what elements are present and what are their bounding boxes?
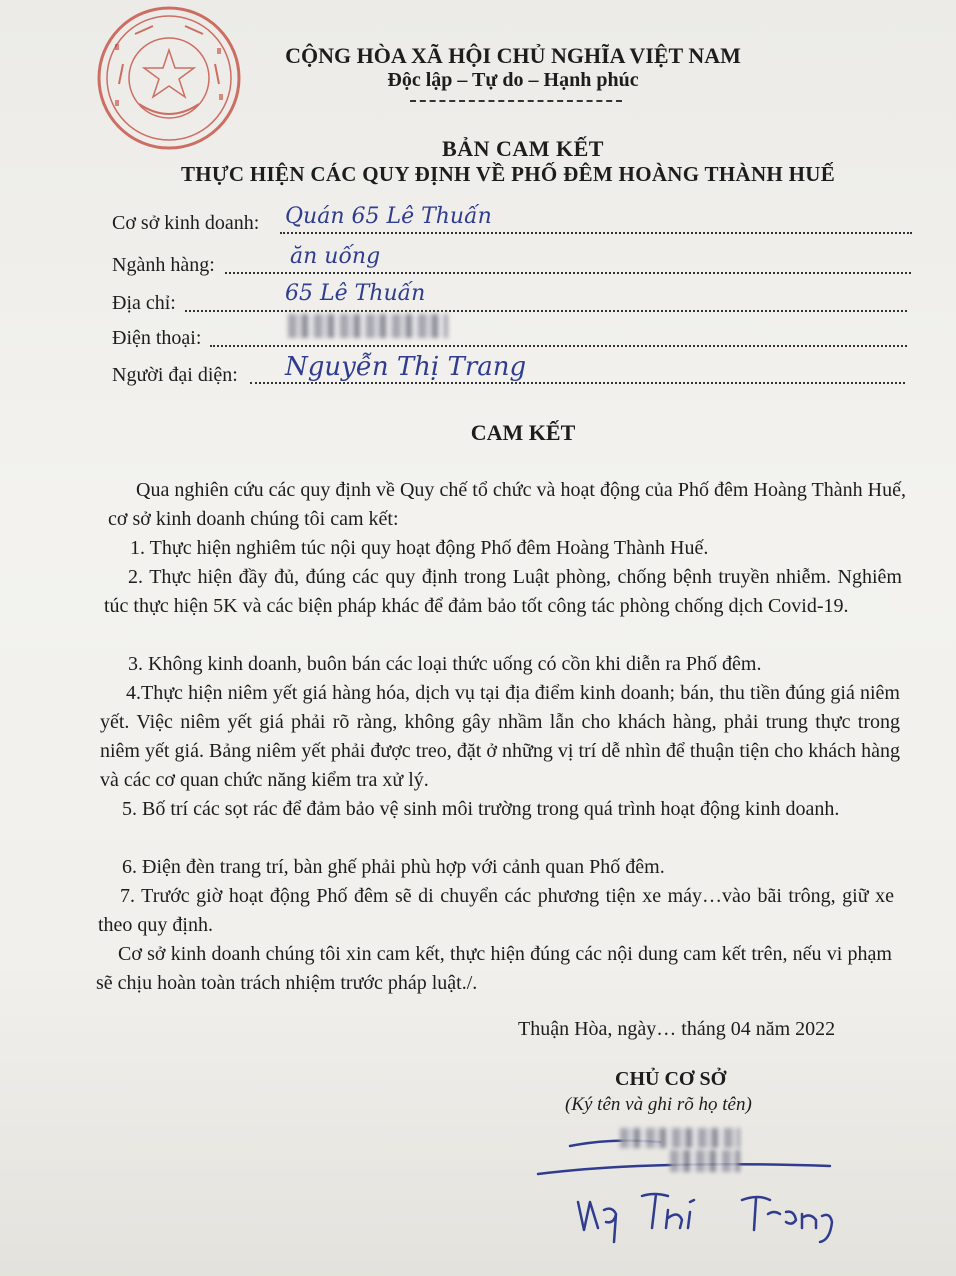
signer-role: CHỦ CƠ SỞ [615, 1068, 727, 1090]
field-address-dots [185, 310, 907, 312]
signature-instruction: (Ký tên và ghi rõ họ tên) [565, 1094, 752, 1115]
intro-paragraph: Qua nghiên cứu các quy định về Quy chế tổ chức và hoạt động của Phố đêm Hoàng Thành Huế, cơ sở kinh doanh chúng tôi cam kết: [108, 479, 906, 530]
field-business-label: Cơ sở kinh doanh: [112, 212, 260, 234]
motto-divider [410, 100, 622, 102]
signature-redaction-blur-2 [670, 1150, 740, 1172]
handwritten-signature [530, 1130, 850, 1250]
document-title: BẢN CAM KẾT [442, 136, 604, 161]
field-address-label: Địa chỉ: [112, 292, 176, 314]
field-representative-dots [250, 382, 905, 384]
field-representative-label: Người đại diện: [112, 364, 238, 386]
field-goods-label: Ngành hàng: [112, 254, 215, 276]
field-business-value: Quán 65 Lê Thuấn [285, 204, 492, 229]
closing-paragraph: Cơ sở kinh doanh chúng tôi xin cam kết, thực hiện đúng các nội dung cam kết trên, nếu vi phạm sẽ chịu hoàn toàn trách nhiệm trước pháp luật./. [96, 943, 892, 994]
field-business-dots [280, 232, 912, 234]
field-goods-dots [225, 272, 911, 274]
commitment-item-1: 1. Thực hiện nghiêm túc nội quy hoạt động Phố đêm Hoàng Thành Huế. [130, 537, 709, 559]
commitment-item-4: 4.Thực hiện niêm yết giá hàng hóa, dịch vụ tại địa điểm kinh doanh; bán, thu tiền đúng giá niêm yết. Việc niêm yết giá phải rõ ràng, không gây nhầm lẫn cho khách hàng, phải trung thực trong niêm yết giá. Bảng niêm yết phải được treo, đặt ở những vị trí dễ nhìn để thuận tiện cho khách hàng và các cơ quan chức năng kiểm tra xử lý. [100, 682, 900, 791]
commitment-item-3: 3. Không kinh doanh, buôn bán các loại thức uống có cồn khi diễn ra Phố đêm. [128, 653, 762, 675]
field-phone-label: Điện thoại: [112, 327, 202, 349]
motto-heading: Độc lập – Tự do – Hạnh phúc [387, 69, 639, 91]
field-representative-value: Nguyễn Thị Trang [285, 352, 527, 382]
signature-redaction-blur-1 [620, 1128, 740, 1148]
phone-redaction-blur [288, 314, 448, 338]
field-phone-dots [210, 345, 907, 347]
commitment-item-6: 6. Điện đèn trang trí, bàn ghế phải phù hợp với cảnh quan Phố đêm. [122, 856, 665, 878]
document-subtitle: THỰC HIỆN CÁC QUY ĐỊNH VỀ PHỐ ĐÊM HOÀNG THÀNH HUẾ [180, 162, 836, 186]
field-goods-value: ăn uống [290, 244, 381, 269]
place-date: Thuận Hòa, ngày… tháng 04 năm 2022 [518, 1018, 836, 1040]
section-title: CAM KẾT [470, 420, 576, 445]
commitment-item-7: 7. Trước giờ hoạt động Phố đêm sẽ di chuyển các phương tiện xe máy…vào bãi trông, giữ xe theo quy định. [98, 885, 894, 936]
field-address-value: 65 Lê Thuấn [285, 281, 426, 306]
commitment-item-2: 2. Thực hiện đầy đủ, đúng các quy định trong Luật phòng, chống bệnh truyền nhiễm. Nghiêm túc thực hiện 5K và các biện pháp khác để đảm bảo tốt công tác phòng chống dịch Covid-19. [104, 566, 902, 617]
nation-heading: CỘNG HÒA XÃ HỘI CHỦ NGHĨA VIỆT NAM [285, 43, 741, 68]
commitment-item-5: 5. Bố trí các sọt rác để đảm bảo vệ sinh môi trường trong quá trình hoạt động kinh doanh. [122, 798, 840, 820]
